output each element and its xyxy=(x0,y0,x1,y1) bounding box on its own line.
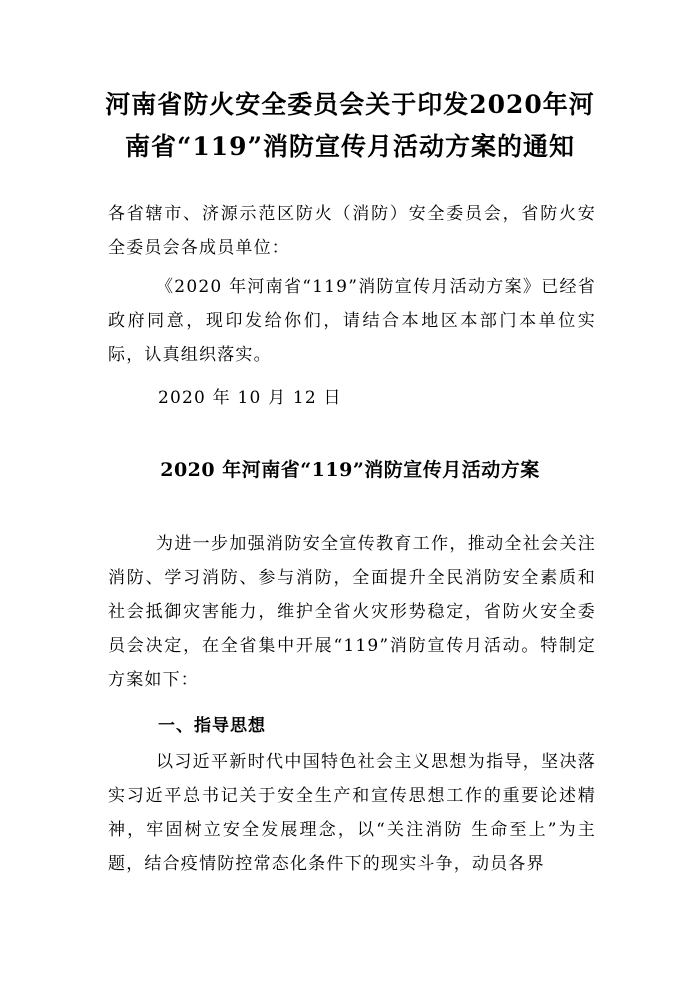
notice-title: 河南省防火安全委员会关于印发2020年河南省“119”消防宣传月活动方案的通知 xyxy=(105,90,595,161)
plan-title: 2020 年河南省“119”消防宣传月活动方案 xyxy=(160,459,540,481)
section-heading-guiding-ideology: 一、指导思想 xyxy=(158,716,266,736)
notice-body: 《2020 年河南省“119”消防宣传月活动方案》已经省政府同意，现印发给你们，请结合本地区本部门本单位实际，认真组织落实。 xyxy=(108,277,596,365)
section-paragraph-guiding-ideology: 以习近平新时代中国特色社会主义思想为指导，坚决落实习近平总书记关于安全生产和宣传思想工作的重要论述精神，牢固树立安全发展理念，以“关注消防 生命至上”为主题，结合疫情防控常态化条件下的现实斗争，动员各界 xyxy=(108,752,596,874)
intro-paragraph: 为进一步加强消防安全宣传教育工作，推动全社会关注消防、学习消防、参与消防，全面提升全民消防安全素质和社会抵御灾害能力，维护全省火灾形势稳定，省防火安全委员会决定，在全省集中开展“119”消防宣传月活动。特制定方案如下： xyxy=(108,534,596,690)
salutation: 各省辖市、济源示范区防火（消防）安全委员会，省防火安全委员会各成员单位： xyxy=(108,204,596,258)
notice-date: 2020 年 10 月 12 日 xyxy=(158,388,342,408)
